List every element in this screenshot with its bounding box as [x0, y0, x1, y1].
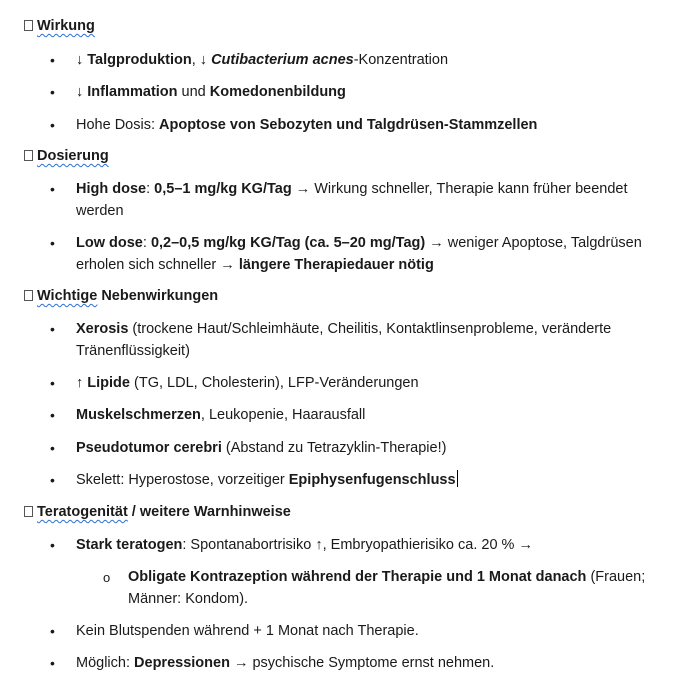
heading-text-part2: / weitere Warnhinweise	[127, 504, 291, 520]
bullet-icon: •	[50, 375, 55, 391]
heading-nebenwirkungen	[24, 288, 218, 304]
bullet-icon: •	[50, 117, 55, 133]
list-item: Stark teratogen: Spontanabortrisiko ↑, Embryopathierisiko ca. 20 % →	[76, 537, 533, 553]
heading-text-part2: Nebenwirkungen	[97, 288, 219, 304]
list-item: ↓ Talgproduktion, ↓ Cutibacterium acnes-Konzentration	[76, 52, 449, 68]
bullet-icon: •	[50, 623, 55, 639]
heading-teratogenitaet	[24, 504, 291, 520]
box-glyph-icon	[24, 290, 33, 301]
list-item: Muskelschmerzen, Leukopenie, Haarausfall	[76, 407, 366, 423]
bullet-icon: •	[50, 407, 55, 423]
list-item: Möglich: Depressionen → psychische Symptome ernst nehmen.	[76, 655, 495, 671]
box-glyph-icon	[24, 150, 33, 161]
list-item: Low dose: 0,2–0,5 mg/kg KG/Tag (ca. 5–20 mg/Tag) → weniger Apoptose, Talgdrüsen erholen sich schneller → längere Therapiedauer nötig	[76, 235, 642, 273]
heading-dosierung	[24, 148, 109, 164]
bullet-icon: •	[50, 52, 55, 68]
list-item: ↓ Inflammation und Komedonenbildung	[76, 84, 346, 100]
list-item: High dose: 0,5–1 mg/kg KG/Tag → Wirkung schneller, Therapie kann früher beendet werden	[76, 181, 628, 219]
list-item: Pseudotumor cerebri (Abstand zu Tetrazyklin-Therapie!)	[76, 440, 447, 456]
list-item: Xerosis (trockene Haut/Schleimhäute, Cheilitis, Kontaktlinsenprobleme, veränderte Tränenflüssigkeit)	[76, 321, 612, 359]
bullet-icon: •	[50, 472, 55, 488]
text-cursor	[457, 470, 458, 487]
bullet-icon: •	[50, 235, 55, 251]
heading-wirkung	[24, 18, 95, 34]
sub-list-item: Obligate Kontrazeption während der Therapie und 1 Monat danach (Frauen; Männer: Kondom).	[128, 569, 646, 607]
box-glyph-icon	[24, 20, 33, 31]
bullet-icon: •	[50, 84, 55, 100]
heading-text: Dosierung	[37, 148, 109, 164]
heading-text-part1: Wichtige	[37, 288, 98, 304]
box-glyph-icon	[24, 506, 33, 517]
bullet-icon: •	[50, 321, 55, 337]
list-item: Skelett: Hyperostose, vorzeitiger Epiphysenfugenschluss	[76, 472, 456, 488]
heading-text-part1: Teratogenität	[37, 504, 128, 520]
bullet-icon: •	[50, 181, 55, 197]
heading-text: Wirkung	[37, 18, 95, 34]
list-item: Hohe Dosis: Apoptose von Sebozyten und Talgdrüsen-Stammzellen	[76, 117, 538, 133]
list-item: ↑ Lipide (TG, LDL, Cholesterin), LFP-Veränderungen	[76, 375, 419, 391]
sub-bullet-icon: o	[103, 570, 111, 585]
list-item: Kein Blutspenden während + 1 Monat nach Therapie.	[76, 623, 419, 639]
bullet-icon: •	[50, 537, 55, 553]
bullet-icon: •	[50, 655, 55, 671]
bullet-icon: •	[50, 440, 55, 456]
